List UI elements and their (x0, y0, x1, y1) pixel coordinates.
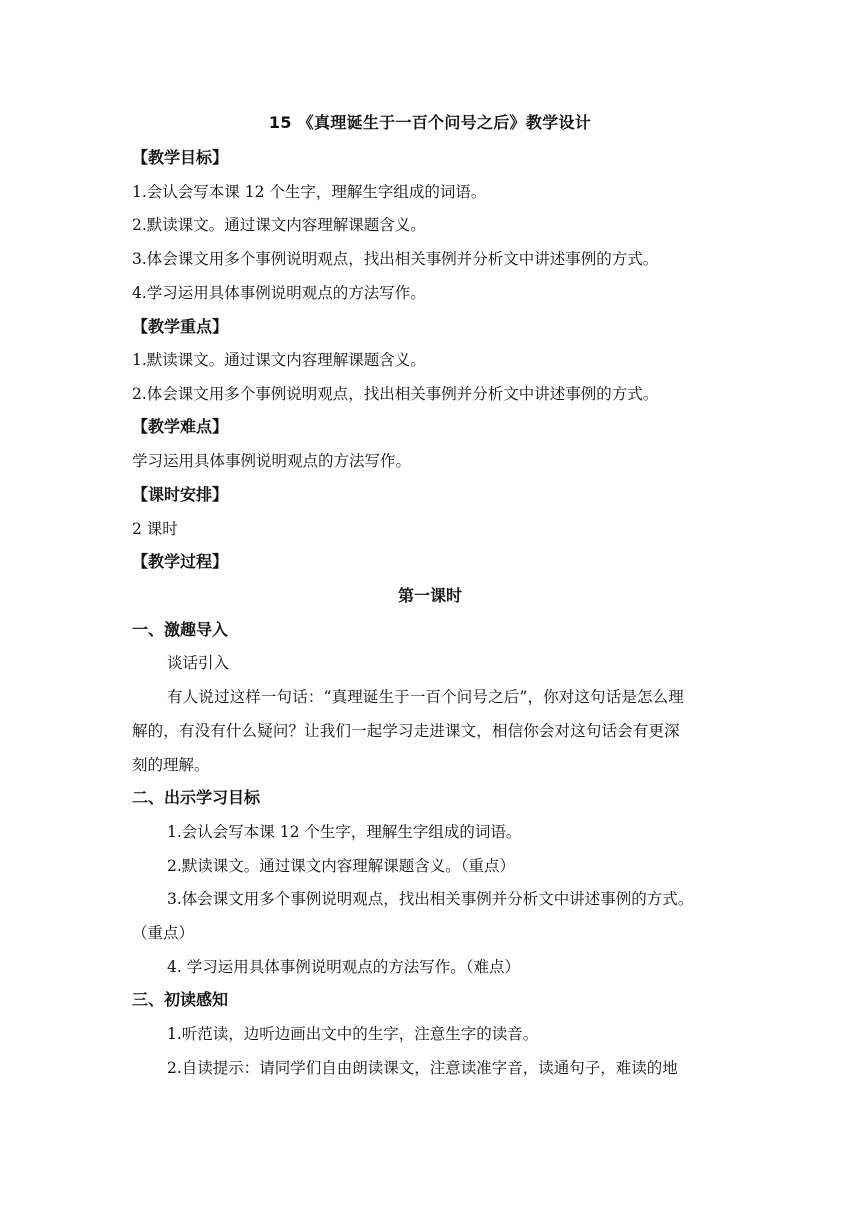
document-title: 15 《真理诞生于一百个问号之后》教学设计 (268, 113, 592, 132)
goal-item-4: 4.学习运用具体事例说明观点的方法写作。 (132, 284, 426, 302)
difficulty-text: 学习运用具体事例说明观点的方法写作。 (132, 452, 412, 470)
process-heading: 【教学过程】 (132, 552, 229, 571)
keypoint-item-2: 2.体会课文用多个事例说明观点，找出相关事例并分析文中讲述事例的方式。 (132, 385, 659, 403)
part1-heading: 一、激趣导入 (132, 620, 229, 639)
part1-paragraph-line-2: 解的，有没有什么疑问？让我们一起学习走进课文，相信你会对这句话会有更深 (132, 722, 680, 740)
keypoints-heading: 【教学重点】 (132, 317, 229, 336)
goals-heading: 【教学目标】 (132, 148, 229, 167)
keypoint-item-1: 1.默读课文。通过课文内容理解课题含义。 (132, 351, 426, 369)
part2-heading: 二、出示学习目标 (132, 788, 261, 807)
goal-item-1: 1.会认会写本课 12 个生字，理解生字组成的词语。 (132, 183, 487, 201)
difficulty-heading: 【教学难点】 (132, 417, 229, 436)
part2-item-2: 2.默读课文。通过课文内容理解课题含义。（重点） (167, 857, 516, 875)
goal-item-3: 3.体会课文用多个事例说明观点，找出相关事例并分析文中讲述事例的方式。 (132, 250, 659, 268)
part3-item-1: 1.听范读，边听边画出文中的生字，注意生字的读音。 (167, 1025, 539, 1043)
part2-item-3: 3.体会课文用多个事例说明观点，找出相关事例并分析文中讲述事例的方式。 (167, 890, 694, 908)
goal-item-2: 2.默读课文。通过课文内容理解课题含义。 (132, 216, 426, 234)
part1-paragraph-line-1: 有人说过这样一句话：“真理诞生于一百个问号之后”，你对这句话是怎么理 (167, 688, 684, 706)
part1-paragraph-line-3: 刻的理解。 (132, 756, 210, 774)
part2-item-4: 4. 学习运用具体事例说明观点的方法写作。（难点） (167, 958, 520, 976)
schedule-heading: 【课时安排】 (132, 485, 229, 504)
part1-subtitle: 谈话引入 (167, 654, 230, 672)
schedule-text: 2 课时 (132, 520, 178, 538)
lesson-title: 第一课时 (397, 586, 462, 605)
part3-heading: 三、初读感知 (132, 990, 229, 1009)
part2-item-1: 1.会认会写本课 12 个生字，理解生字组成的词语。 (167, 823, 522, 841)
part3-item-2: 2.自读提示：请同学们自由朗读课文，注意读准字音，读通句子，难读的地 (167, 1059, 678, 1077)
part2-item-3-continuation: （重点） (132, 924, 195, 942)
